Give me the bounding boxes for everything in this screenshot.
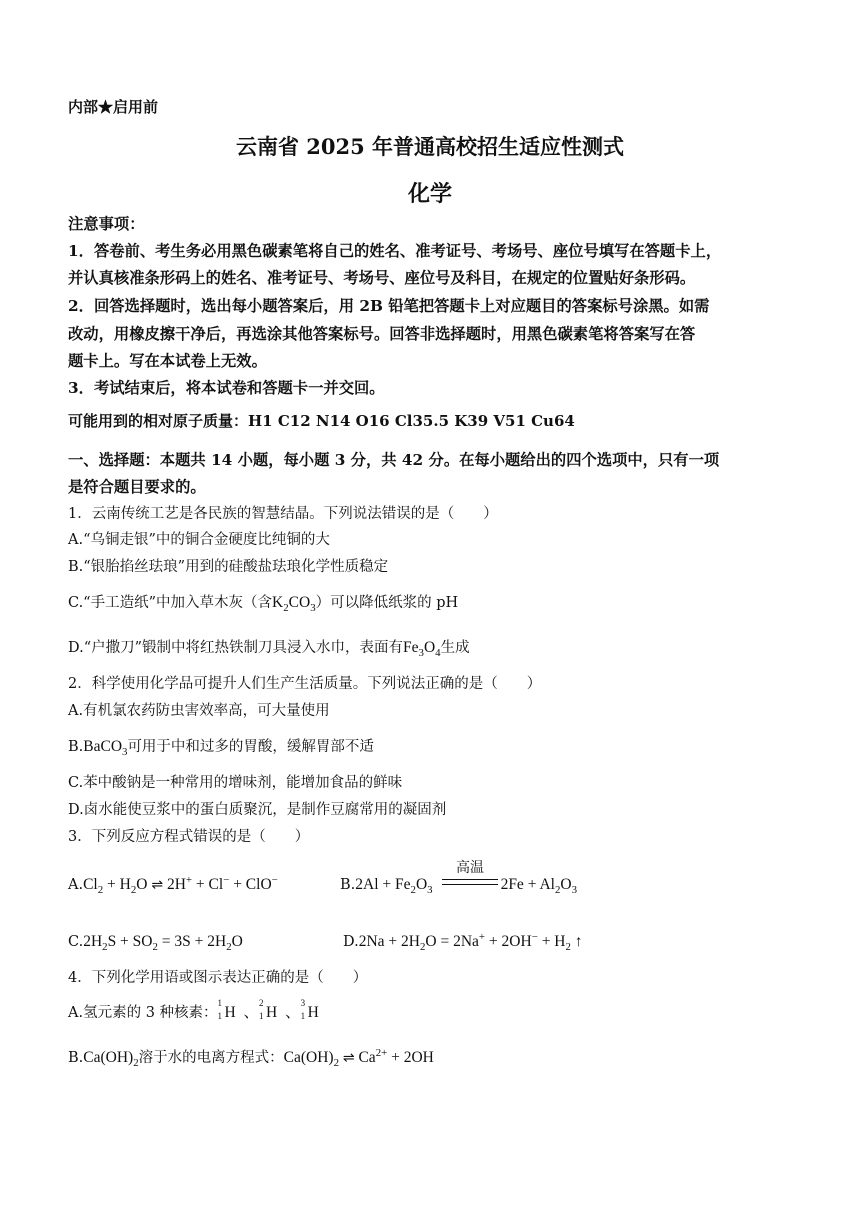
- formula-k2co3: $K_2CO_3$: [272, 594, 316, 615]
- notice-line: 改动，用橡皮擦干净后，再选涂其他答案标号。回答非选择题时，用黑色碳素笔将答案写在答: [68, 325, 696, 343]
- q3-option-c-label: C.: [68, 934, 84, 950]
- q4-stem: 4．下列化学用语或图示表达正确的是（ ）: [68, 970, 368, 986]
- q3-option-d-label: D.: [343, 934, 359, 950]
- confidential-label: 内部★启用前: [68, 98, 159, 116]
- q1-option-d-post: 生成: [440, 640, 470, 656]
- equation-thermite: $2Al + Fe_2O_3$ $2Fe + Al_2O_3$: [355, 876, 577, 897]
- q3-option-a: [68, 873, 278, 897]
- q1-option-a: A.“乌铜走银”中的铜合金硬度比纯铜的大: [68, 532, 330, 548]
- q2-stem: 2．科学使用化学品可提升人们生产生活质量。下列说法正确的是（ ）: [68, 676, 542, 692]
- q3-option-c: [68, 933, 243, 954]
- section-heading: 一、选择题：本题共 14 小题，每小题 3 分，共 42 分。在每小题给出的四个选项中，只有一项: [68, 451, 720, 469]
- q4-option-a: [68, 998, 327, 1022]
- subject-title: 化学: [407, 181, 452, 207]
- q3-option-d: [343, 930, 583, 954]
- q1-option-c-pre: C.“手工造纸”中加入草木灰（含: [68, 595, 273, 611]
- q2-option-b-post: 可用于中和过多的胃酸，缓解胃部不适: [127, 739, 374, 755]
- notice-line: 2．回答选择题时，选出每小题答案后，用 2B 铅笔把答题卡上对应题目的答案标号涂黑。如需: [68, 297, 710, 315]
- exam-title: 云南省 2025 年普通高校招生适应性测式: [235, 134, 625, 159]
- q3-option-b: [340, 876, 577, 897]
- q1-option-b: B.“银胎掐丝珐琅”用到的硅酸盐珐琅化学性质稳定: [68, 559, 389, 575]
- atomic-masses: 可能用到的相对原子质量：H1 C12 N14 O16 Cl35.5 K39 V51 Cu64: [68, 412, 575, 430]
- q1-option-c-post: ）可以降低纸浆的 pH: [315, 595, 459, 611]
- q1-stem: 1．云南传统工艺是各民族的智慧结晶。下列说法错误的是（ ）: [68, 506, 498, 522]
- formula-fe3o4: $Fe_3O_4$: [403, 639, 441, 660]
- q3-option-b-label: B.: [340, 877, 356, 893]
- q2-option-d: D.卤水能使豆浆中的蛋白质聚沉，是制作豆腐常用的凝固剂: [68, 802, 447, 818]
- q3-option-a-label: A.: [68, 877, 84, 893]
- equation-sodium-water: $2Na + 2H_2O = 2Na^+ + 2OH^- + H_2$ ↑: [358, 930, 583, 954]
- q1-option-d-pre: D.“户撒刀”锻制中将红热铁制刀具浸入水巾，表面有: [68, 640, 404, 656]
- notice-heading: 注意事项：: [68, 215, 145, 233]
- notice-line: 3．考试结束后，将本试卷和答题卡一并交回。: [68, 379, 385, 397]
- equation-h2s-so2: $2H_2S + SO_2 = 3S + 2H_2O$: [83, 933, 243, 954]
- q4-option-a-pre: A.氢元素的 3 种核素：: [68, 1005, 218, 1021]
- formula-caoh2: $Ca(OH)_2$: [83, 1049, 139, 1070]
- q1-option-d: [68, 639, 470, 660]
- q4-option-b: [68, 1046, 434, 1070]
- notice-line: 并认真核准条形码上的姓名、准考证号、考场号、座位号及科目，在规定的位置贴好条形码。: [68, 269, 696, 287]
- reaction-condition: [430, 857, 510, 877]
- q4-option-b-mid: 溶于水的电离方程式：: [138, 1050, 284, 1066]
- equation-chlorine-water: $Cl_2 + H_2O$ ⇌ 2H+ + Cl− + ClO−: [83, 873, 278, 897]
- hydrogen-nuclides: 1 1 H 、 2 1 H 、 3 1 H: [217, 998, 319, 1021]
- q1-option-c: [68, 594, 459, 615]
- formula-baco3: BaCO$_3$: [83, 738, 128, 759]
- q2-option-b-pre: B.: [68, 739, 84, 755]
- q4-option-b-pre: B.: [68, 1050, 84, 1066]
- condition-label: 高温: [456, 860, 484, 876]
- q3-stem: 3．下列反应方程式错误的是（ ）: [68, 829, 310, 845]
- notice-line: 题卡上。写在本试卷上无效。: [68, 352, 267, 370]
- notice-line: 1．答卷前、考生务必用黑色碳素笔将自己的姓名、准考证号、考场号、座位号填写在答题卡上，: [68, 242, 722, 260]
- q2-option-a: A.有机氯农药防虫害效率高，可大量使用: [68, 703, 330, 719]
- q2-option-c: C.苯中酸钠是一种常用的增味剂，能增加食品的鲜味: [68, 775, 403, 791]
- section-heading-cont: 是符合题目要求的。: [68, 478, 206, 496]
- equation-caoh2-ionization: $Ca(OH)_2$ ⇌ $Ca^{2+} + 2OH$: [283, 1046, 434, 1070]
- q2-option-b: [68, 738, 374, 759]
